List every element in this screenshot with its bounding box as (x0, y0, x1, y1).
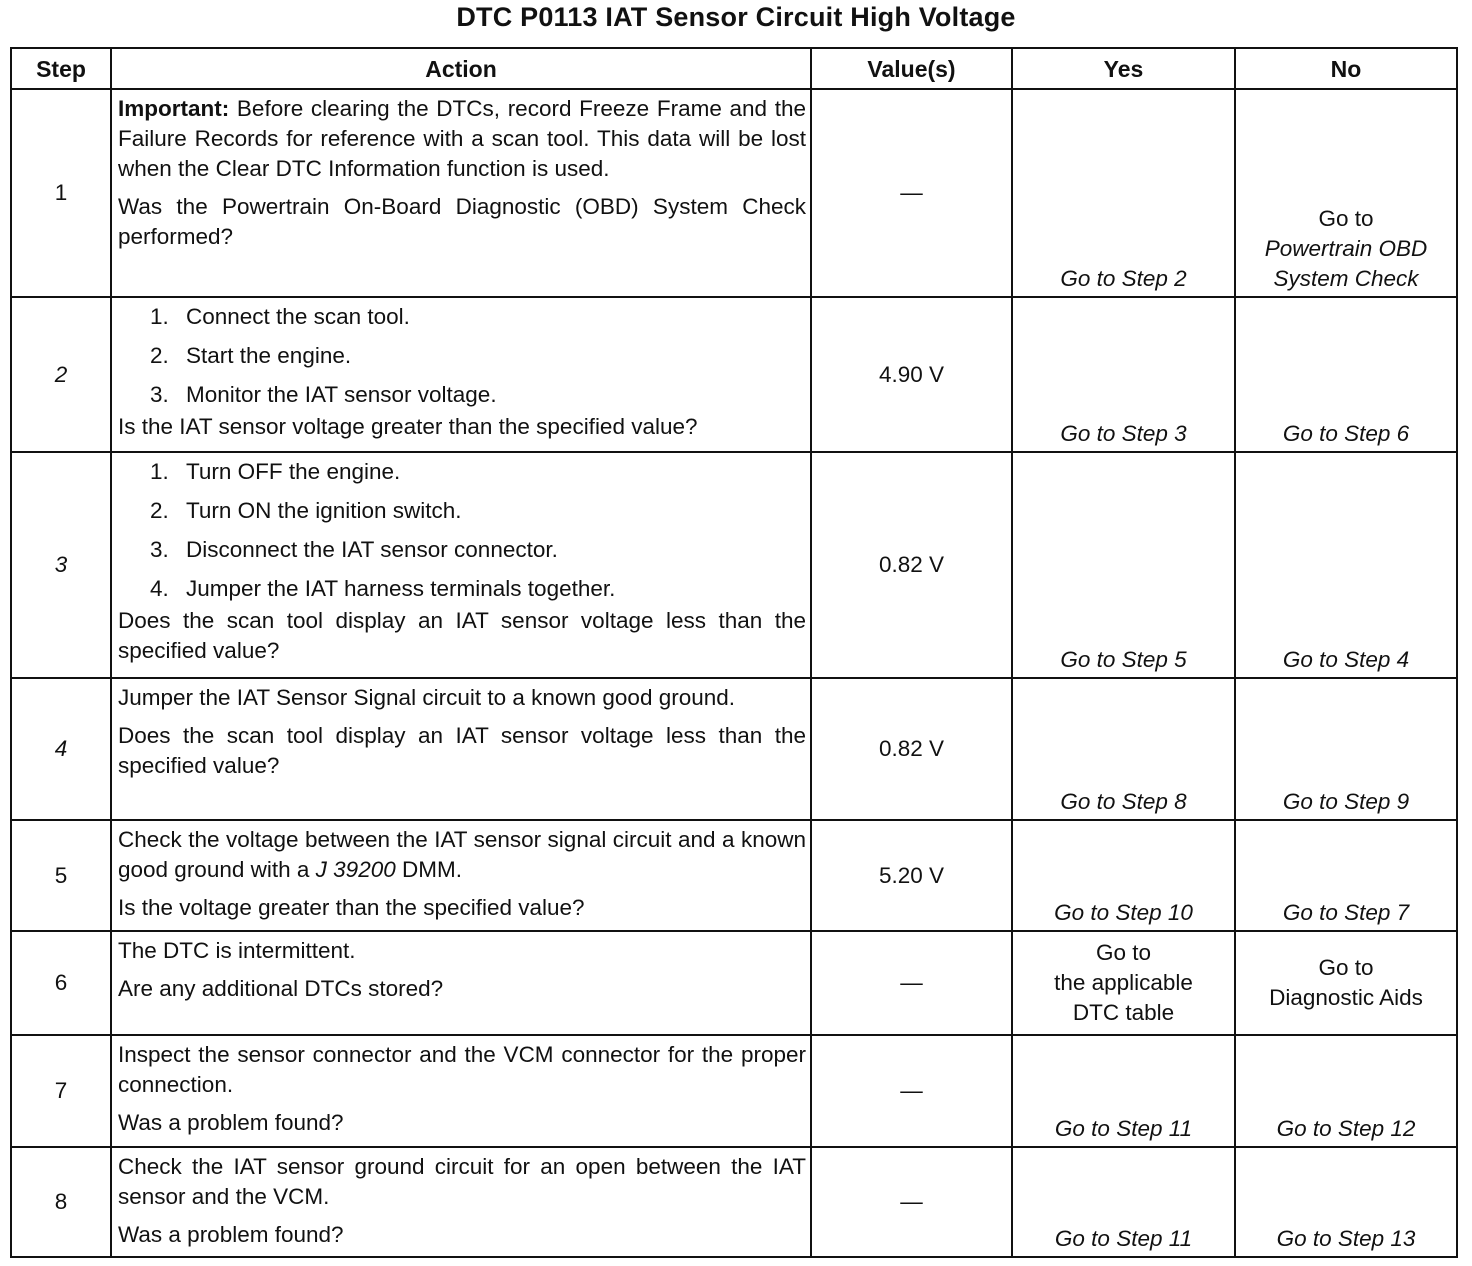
value-cell: — (811, 931, 1012, 1035)
action-question: Does the scan tool display an IAT sensor voltage less than the specified value? (118, 723, 806, 778)
table-row (11, 820, 1457, 931)
header-values: Value(s) (811, 48, 1012, 89)
table-row (11, 297, 1457, 452)
important-text: Before clearing the DTCs, record Freeze Frame and the Failure Records for reference with a scan tool. This data will be lost when the Clear DTC Information function is used. (118, 96, 806, 181)
table-row (11, 452, 1457, 678)
action-question: Was a problem found? (118, 1110, 344, 1135)
no-link: Powertrain OBD System Check (1264, 236, 1428, 291)
list-item: 4. Jumper the IAT harness terminals together. (150, 576, 616, 601)
action-text: Jumper the IAT Sensor Signal circuit to a known good ground. (118, 685, 736, 710)
step-number: 2 (11, 297, 111, 452)
action-cell (111, 89, 811, 297)
list-item: 1. Connect the scan tool. (150, 304, 410, 329)
list-item: 1. Turn OFF the engine. (150, 459, 401, 484)
step-number: 5 (11, 820, 111, 931)
value-cell: 5.20 V (811, 820, 1012, 931)
action-text: Inspect the sensor connector and the VCM connector for the proper connection. (118, 1042, 806, 1097)
action-cell (111, 820, 811, 931)
yes-cell: Go to Step 10 (1012, 820, 1235, 931)
action-question: Is the IAT sensor voltage greater than the specified value? (118, 414, 698, 439)
table-row (11, 678, 1457, 820)
step-number: 3 (11, 452, 111, 678)
procedure-list (118, 457, 806, 604)
table-row (11, 1035, 1457, 1147)
action-cell (111, 452, 811, 678)
value-cell: 0.82 V (811, 678, 1012, 820)
no-cell: Go to Step 6 (1235, 297, 1457, 452)
action-question: Does the scan tool display an IAT sensor voltage less than the specified value? (118, 608, 806, 663)
value-cell: 4.90 V (811, 297, 1012, 452)
step-number: 6 (11, 931, 111, 1035)
header-action: Action (111, 48, 811, 89)
header-no: No (1235, 48, 1457, 89)
header-yes: Yes (1012, 48, 1235, 89)
action-text: Check the voltage between the IAT sensor signal circuit and a known good ground with a J 39200 DMM. (118, 827, 806, 882)
table-row (11, 931, 1457, 1035)
action-cell (111, 678, 811, 820)
table-row (11, 1147, 1457, 1257)
tool-reference: J 39200 (315, 857, 396, 882)
yes-cell: Go to Step 8 (1012, 678, 1235, 820)
no-line: Go to (1318, 206, 1374, 231)
value-cell: 0.82 V (811, 452, 1012, 678)
action-cell (111, 1035, 811, 1147)
important-note (118, 94, 806, 184)
action-question: Is the voltage greater than the specified value? (118, 895, 585, 920)
action-question: Was a problem found? (118, 1222, 344, 1247)
no-cell: Go to Step 12 (1235, 1035, 1457, 1147)
action-question: Was the Powertrain On-Board Diagnostic (OBD) System Check performed? (118, 194, 806, 249)
action-cell (111, 1147, 811, 1257)
yes-cell: Go to Step 11 (1012, 1035, 1235, 1147)
list-item: 3. Monitor the IAT sensor voltage. (150, 382, 497, 407)
no-cell: Go to Step 7 (1235, 820, 1457, 931)
page-title: DTC P0113 IAT Sensor Circuit High Voltage (456, 2, 1016, 32)
procedure-list (118, 302, 806, 410)
table-row (11, 89, 1457, 297)
yes-cell: Go to Step 11 (1012, 1147, 1235, 1257)
action-question: Are any additional DTCs stored? (118, 976, 444, 1001)
list-item: 2. Start the engine. (150, 343, 352, 368)
action-text: The DTC is intermittent. (118, 938, 356, 963)
yes-cell: Go to Step 3 (1012, 297, 1235, 452)
no-cell: Go to Diagnostic Aids (1235, 931, 1457, 1035)
no-cell: Go to Step 13 (1235, 1147, 1457, 1257)
step-number: 1 (11, 89, 111, 297)
value-cell: — (811, 1035, 1012, 1147)
step-number: 7 (11, 1035, 111, 1147)
important-label: Important: (118, 96, 230, 121)
no-cell: Go to Step 9 (1235, 678, 1457, 820)
value-cell: — (811, 1147, 1012, 1257)
action-cell (111, 931, 811, 1035)
table-header-row (11, 48, 1457, 89)
value-cell: — (811, 89, 1012, 297)
yes-cell: Go to the applicable DTC table (1012, 931, 1235, 1035)
step-number: 8 (11, 1147, 111, 1257)
yes-cell: Go to Step 2 (1012, 89, 1235, 297)
no-cell (1235, 89, 1457, 297)
header-step: Step (11, 48, 111, 89)
step-number: 4 (11, 678, 111, 820)
list-item: 3. Disconnect the IAT sensor connector. (150, 537, 558, 562)
action-cell (111, 297, 811, 452)
diagnostic-table (10, 47, 1458, 1258)
no-cell: Go to Step 4 (1235, 452, 1457, 678)
action-text: Check the IAT sensor ground circuit for an open between the IAT sensor and the VCM. (118, 1154, 806, 1209)
yes-cell: Go to Step 5 (1012, 452, 1235, 678)
list-item: 2. Turn ON the ignition switch. (150, 498, 462, 523)
